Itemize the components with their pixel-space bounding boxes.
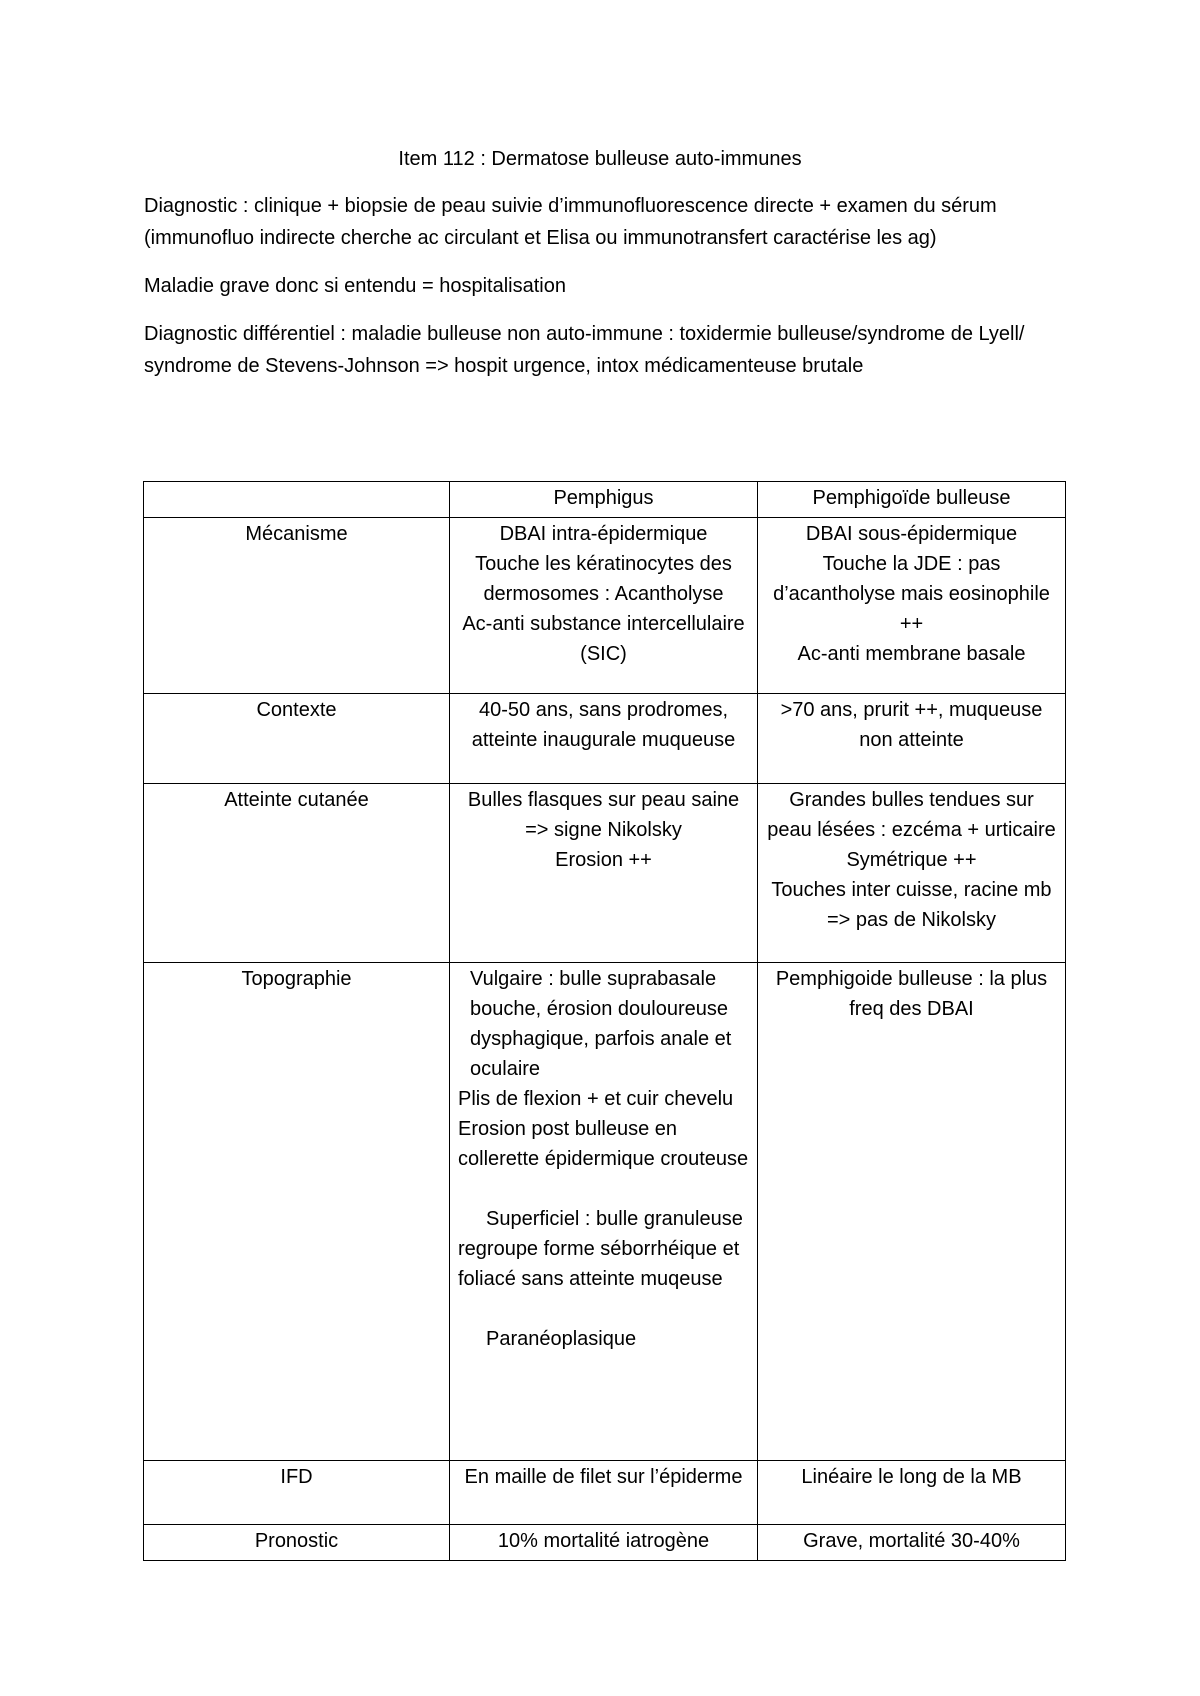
table-row [144, 694, 1066, 784]
cell-line: Grave, mortalité 30-40% [803, 1530, 1020, 1552]
cell-line: 40-50 ans, sans prodromes, atteinte inaugurale muqueuse [471, 699, 736, 751]
cell-topographie-pemphigoide [758, 963, 1066, 1461]
cell-line: Touche les kératinocytes des dermosomes : Acantholyse [475, 553, 732, 605]
row-label-ifd: IFD [144, 1461, 450, 1525]
cell-mecanisme-pemphigus [450, 518, 758, 694]
cell-line: Linéaire le long de la MB [801, 1466, 1022, 1488]
header-cell-pemphigoide: Pemphigoïde bulleuse [758, 482, 1066, 518]
cell-line: Erosion post bulleuse en collerette épidermique crouteuse [458, 1118, 749, 1170]
cell-line: Paranéoplasique [486, 1328, 637, 1350]
cell-topographie-pemphigus [450, 963, 758, 1461]
cell-ifd-pemphigoide [758, 1461, 1066, 1525]
row-label-atteinte: Atteinte cutanée [144, 784, 450, 963]
cell-line: DBAI intra-épidermique [499, 523, 708, 545]
cell-contexte-pemphigoide [758, 694, 1066, 784]
cell-line: Touche la JDE : pas d’acantholyse mais eosinophile ++ [773, 553, 1050, 635]
cell-line: DBAI sous-épidermique [805, 523, 1018, 545]
cell-line: regroupe forme séborrhéique et foliacé sans atteinte muqeuse [458, 1238, 740, 1290]
table-row [144, 963, 1066, 1461]
cell-line: Ac-anti membrane basale [797, 643, 1026, 665]
header-cell-empty [144, 482, 450, 518]
table-row [144, 1525, 1066, 1561]
table-row [144, 784, 1066, 963]
page-title: Item 112 : Dermatose bulleuse auto-immunes [398, 148, 802, 170]
table-header-row [144, 482, 1066, 518]
cell-contexte-pemphigus [450, 694, 758, 784]
cell-line: Ac-anti substance intercellulaire (SIC) [462, 613, 745, 665]
cell-line: Symétrique ++ [846, 849, 977, 871]
table-row [144, 518, 1066, 694]
cell-line: Touches inter cuisse, racine mb => pas de Nikolsky [771, 879, 1052, 931]
cell-pronostic-pemphigoide [758, 1525, 1066, 1561]
row-label-topographie: Topographie [144, 963, 450, 1461]
cell-spacer [458, 1174, 749, 1204]
comparison-table [143, 481, 1066, 1561]
cell-spacer [458, 1294, 749, 1324]
gravity-paragraph: Maladie grave donc si entendu = hospitalisation [144, 275, 566, 297]
cell-line: Plis de flexion + et cuir chevelu [458, 1088, 734, 1110]
cell-mecanisme-pemphigoide [758, 518, 1066, 694]
cell-line: Superficiel : bulle granuleuse [486, 1208, 743, 1230]
table-row [144, 1461, 1066, 1525]
diagnostic-paragraph: Diagnostic : clinique + biopsie de peau suivie d’immunofluorescence directe + examen du sérum (immunofluo indirecte cherche ac circulant et Elisa ou immunotransfert caractérise les ag) [144, 195, 997, 249]
header-cell-pemphigus: Pemphigus [450, 482, 758, 518]
cell-line: Vulgaire : bulle suprabasale bouche, érosion douloureuse dysphagique, parfois anale et oculaire [470, 968, 732, 1080]
cell-line: Bulles flasques sur peau saine => signe Nikolsky [467, 789, 740, 841]
cell-line: En maille de filet sur l’épiderme [464, 1466, 743, 1488]
cell-line: Erosion ++ [555, 849, 652, 871]
cell-line: >70 ans, prurit ++, muqueuse non atteinte [780, 699, 1043, 751]
intro-section [144, 190, 1064, 398]
cell-ifd-pemphigus [450, 1461, 758, 1525]
cell-line: 10% mortalité iatrogène [497, 1530, 710, 1552]
differential-diagnosis-paragraph: Diagnostic différentiel : maladie bulleuse non auto-immune : toxidermie bulleuse/syndrome de Lyell/ syndrome de Stevens-Johnson => hospit urgence, intox médicamenteuse brutale [144, 323, 1025, 377]
cell-atteinte-pemphigoide [758, 784, 1066, 963]
cell-line: Pemphigoide bulleuse : la plus freq des DBAI [775, 968, 1048, 1020]
row-label-contexte: Contexte [144, 694, 450, 784]
row-label-pronostic: Pronostic [144, 1525, 450, 1561]
cell-atteinte-pemphigus [450, 784, 758, 963]
cell-line: Grandes bulles tendues sur peau lésées : ezcéma + urticaire [767, 789, 1056, 841]
row-label-mecanisme: Mécanisme [144, 518, 450, 694]
cell-pronostic-pemphigus [450, 1525, 758, 1561]
